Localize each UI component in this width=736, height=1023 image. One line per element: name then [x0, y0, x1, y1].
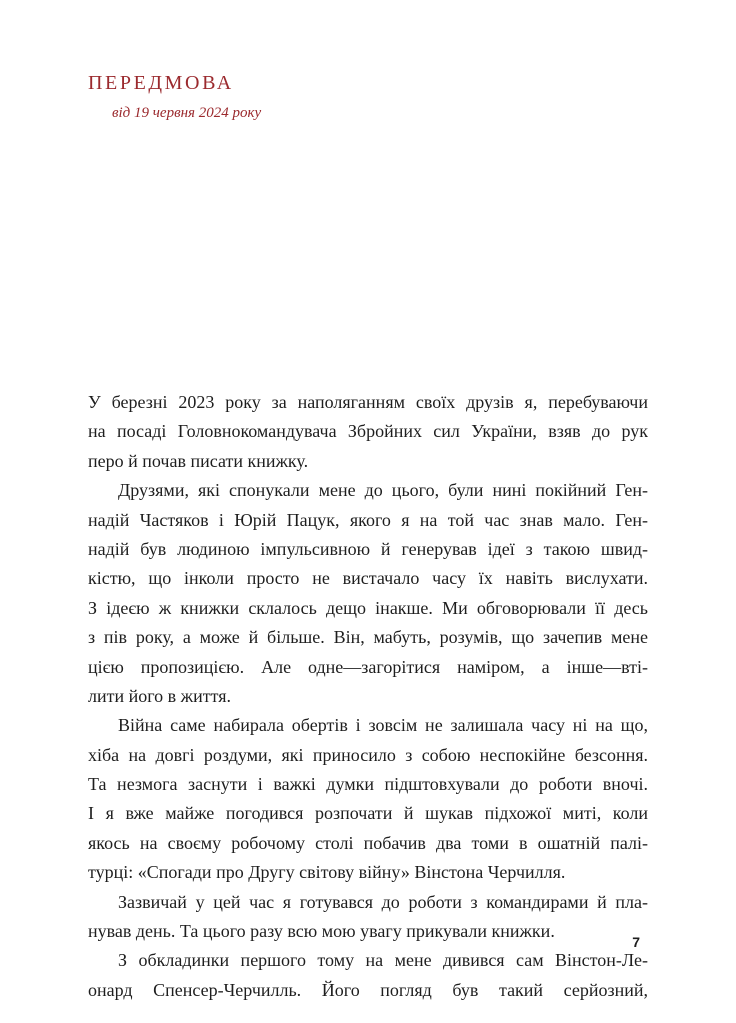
text-line: перо й почав писати книжку.	[88, 450, 309, 471]
body-text	[88, 388, 648, 1005]
text-line: І я вже майже погодився розпочати й шукав підхожої миті, коли	[88, 803, 648, 824]
section-title: ПЕРЕДМОВА	[88, 72, 234, 94]
text-line: нував день. Та цього разу всю мою увагу прикували книжки.	[88, 921, 555, 942]
text-line: якось на своєму робочому столі побачив два томи в ошатній палі-	[88, 832, 648, 853]
text-line: Друзями, які спонукали мене до цього, були нині покійний Ген-	[118, 480, 648, 501]
text-line: надій Частяков і Юрій Пацук, якого я на той час знав мало. Ген-	[88, 509, 648, 530]
text-line: на посаді Головнокомандувача Збройних сил України, взяв до рук	[88, 421, 648, 442]
text-line: з пів року, а може й більше. Він, мабуть, розумів, що зачепив мене	[88, 627, 648, 648]
text-line: Та незмога заснути і важкі думки підштовхували до роботи вночі.	[88, 774, 648, 795]
section-date-subtitle: від 19 червня 2024 року	[112, 105, 262, 121]
text-line: лити його в життя.	[88, 685, 232, 706]
text-line: онард Спенсер-Черчилль. Його погляд був такий серйозний,	[88, 979, 648, 1000]
page-number: 7	[632, 934, 640, 950]
text-line: надій був людиною імпульсивною й генерував ідеї з такою швид-	[88, 538, 648, 559]
text-line: Зазвичай у цей час я готувався до роботи з командирами й пла-	[118, 891, 648, 912]
text-line: З ідеєю ж книжки склалось дещо інакше. Ми обговорювали її десь	[88, 597, 648, 618]
text-line: хіба на довгі роздуми, які приносило з собою неспокійне безсоння.	[88, 744, 648, 765]
text-line: З обкладинки першого тому на мене дивився сам Вінстон-Ле-	[118, 950, 648, 971]
text-line: турці: «Спогади про Другу світову війну» Вінстона Черчилля.	[88, 862, 566, 883]
text-line: цією пропозицією. Але одне—загорітися наміром, а інше—вті-	[88, 656, 648, 677]
text-line: У березні 2023 року за наполяганням своїх друзів я, перебуваючи	[88, 392, 648, 412]
text-line: кістю, що інколи просто не вистачало часу їх навіть вислухати.	[88, 568, 648, 589]
text-line: Війна саме набирала обертів і зовсім не залишала часу ні на що,	[118, 715, 648, 736]
